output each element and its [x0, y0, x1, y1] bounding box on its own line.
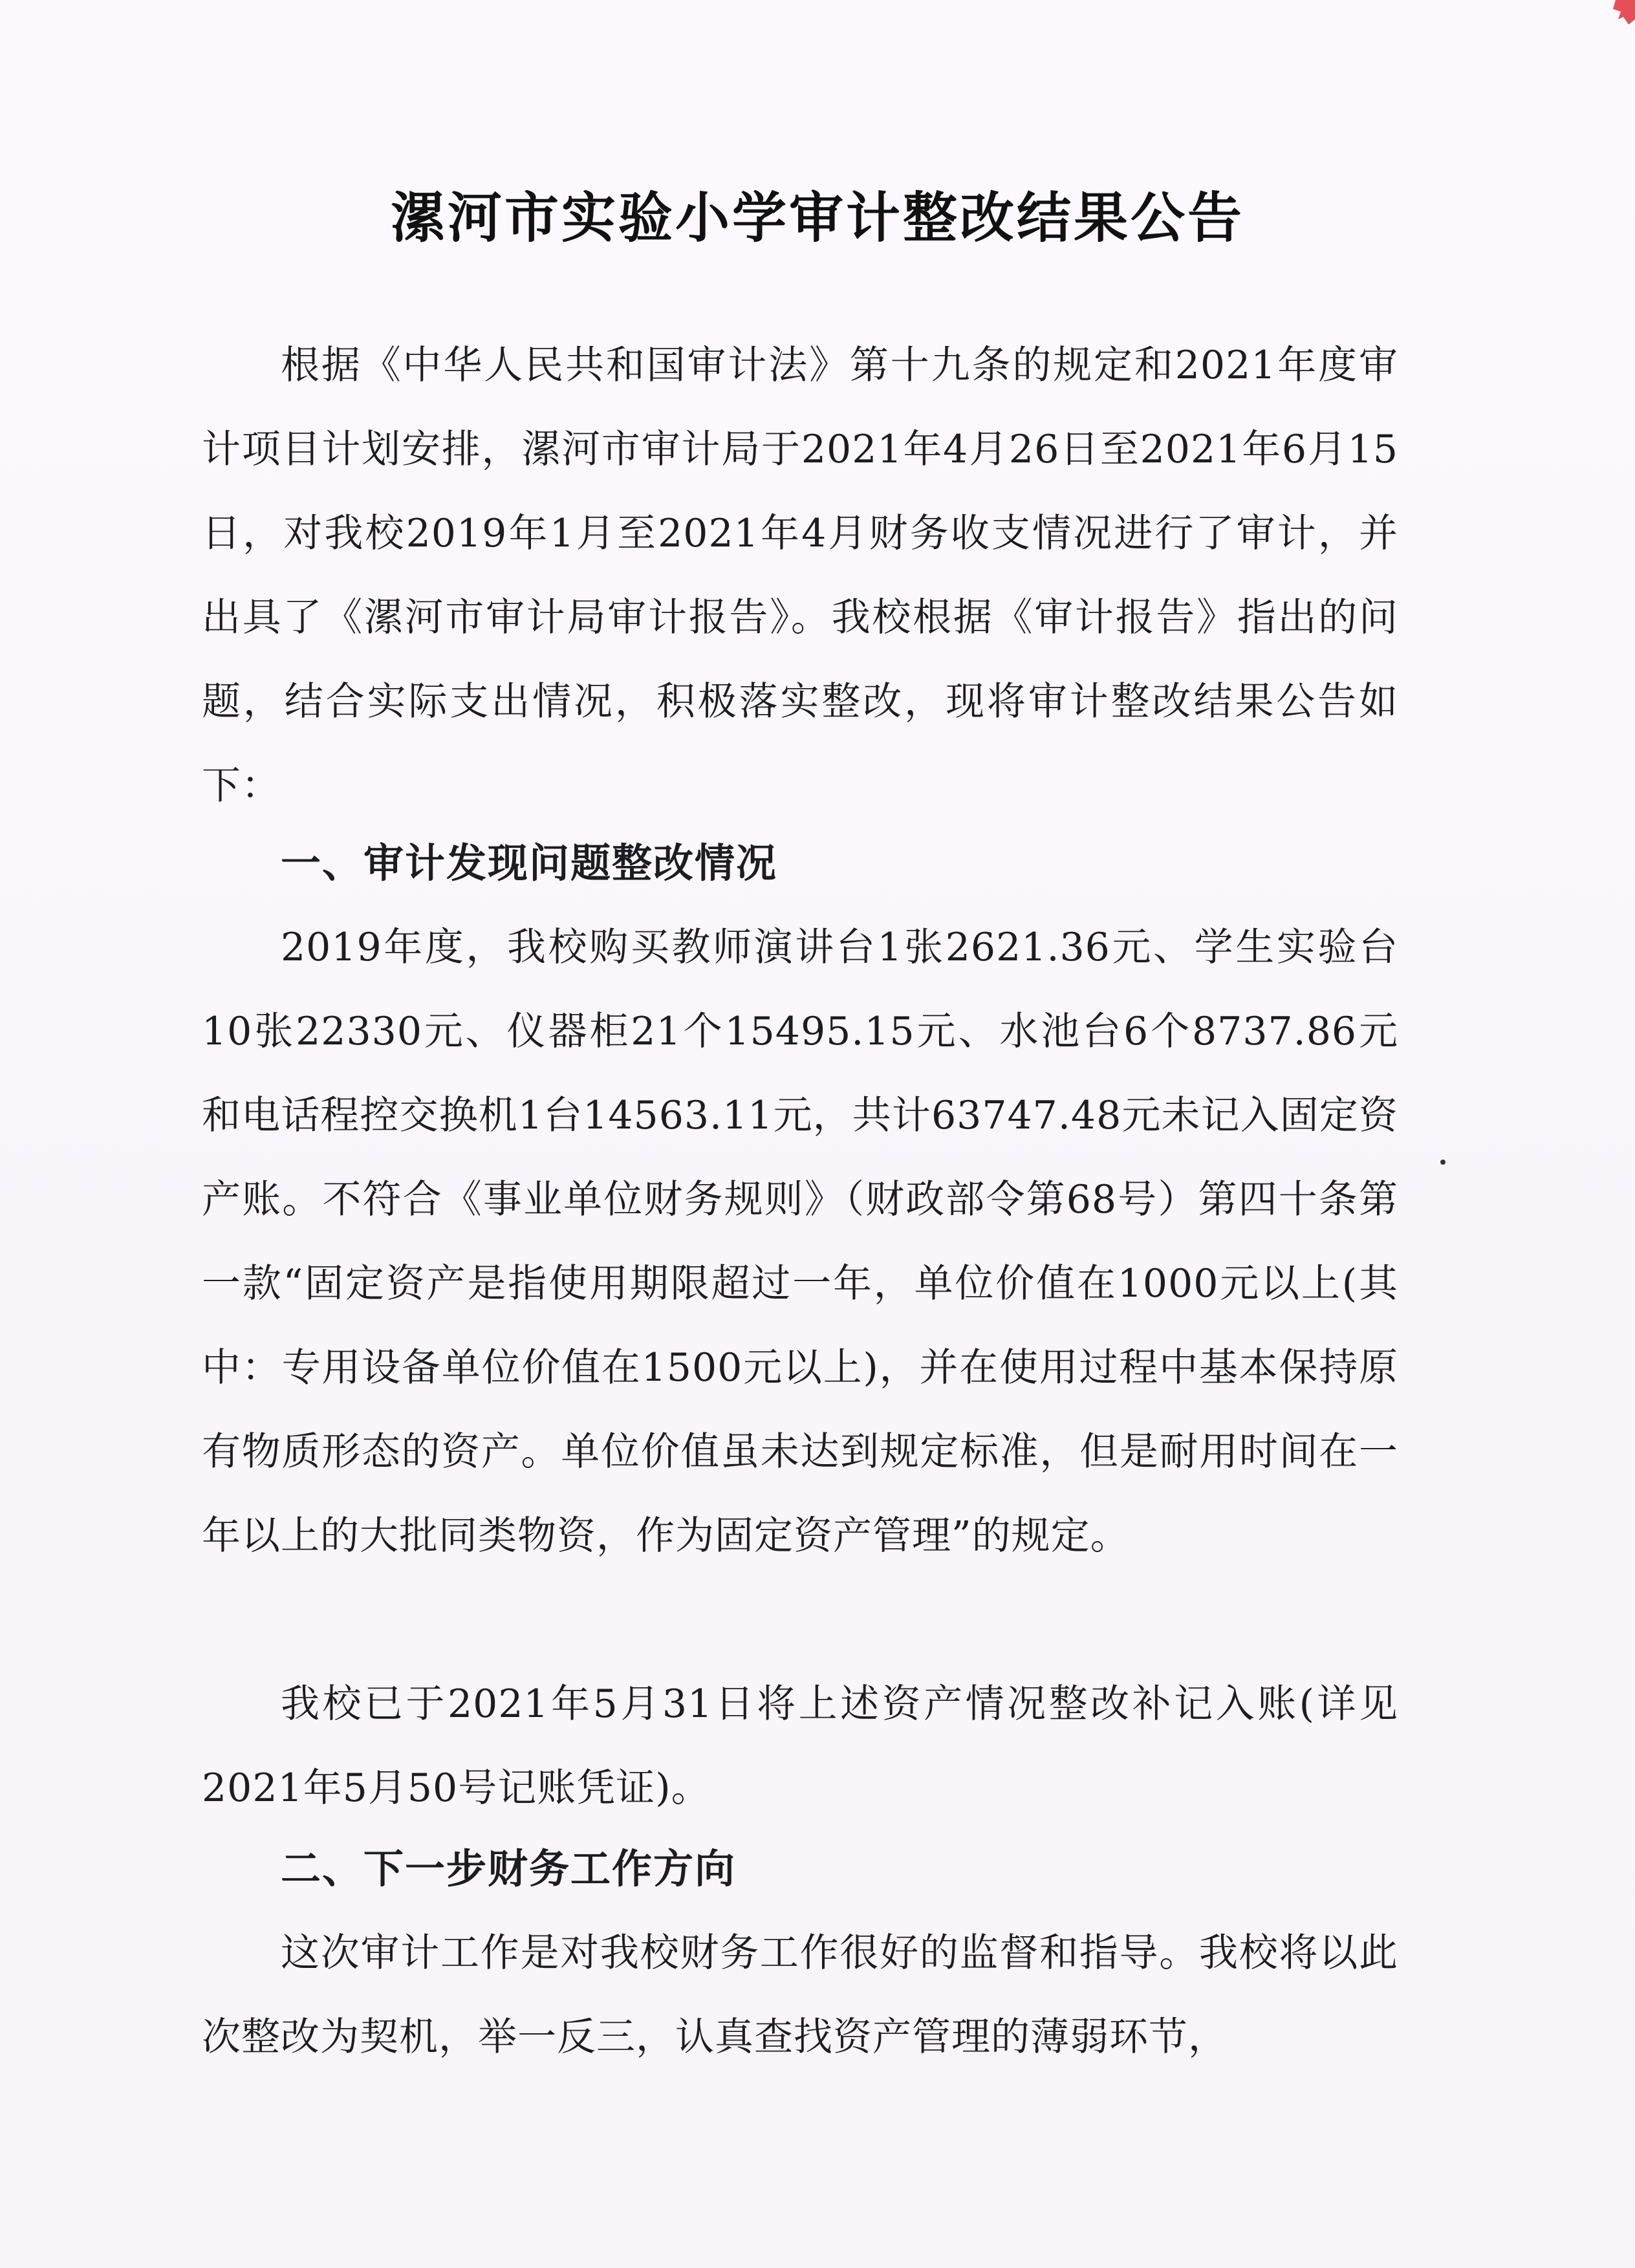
- section-2-heading: 二、下一步财务工作方向: [281, 1845, 737, 1892]
- section-1-result: 我校已于2021年5月31日将上述资产情况整改补记入账(详见2021年5月50号记账凭证)。: [202, 1681, 1398, 1811]
- red-ink-mark-icon: [1609, 0, 1635, 26]
- section-1-body: 2019年度，我校购买教师演讲台1张2621.36元、学生实验台10张22330元、仪器柜21个15495.15元、水池台6个8737.86元和电话程控交换机1台14563.11元，共计63747.48元未记入固定资产账。不符合《事业单位财务规则》（财政部令第68号）第四十条第一款“固定资产是指使用期限超过一年，单位价值在1000元以上(其中：专用设备单位价值在1500元以上)，并在使用过程中基本保持原有物质形态的资产。单位价值虽未达到规定标准，但是耐用时间在一年以上的大批同类物资，作为固定资产管理”的规定。: [202, 925, 1398, 1559]
- section-1-heading: 一、审计发现问题整改情况: [281, 839, 778, 887]
- section-2-body: 这次审计工作是对我校财务工作很好的监督和指导。我校将以此次整改为契机，举一反三，认真查找资产管理的薄弱环节，: [202, 1930, 1398, 2060]
- intro-paragraph: 根据《中华人民共和国审计法》第十九条的规定和2021年度审计项目计划安排，漯河市审计局于2021年4月26日至2021年6月15日，对我校2019年1月至2021年4月财务收支情况进行了审计，并出具了《漯河市审计局审计报告》。我校根据《审计报告》指出的问题，结合实际支出情况，积极落实整改，现将审计整改结果公告如下：: [202, 343, 1398, 808]
- document-title: 漯河市实验小学审计整改结果公告: [390, 186, 1244, 250]
- paper-speck: [1440, 1160, 1446, 1165]
